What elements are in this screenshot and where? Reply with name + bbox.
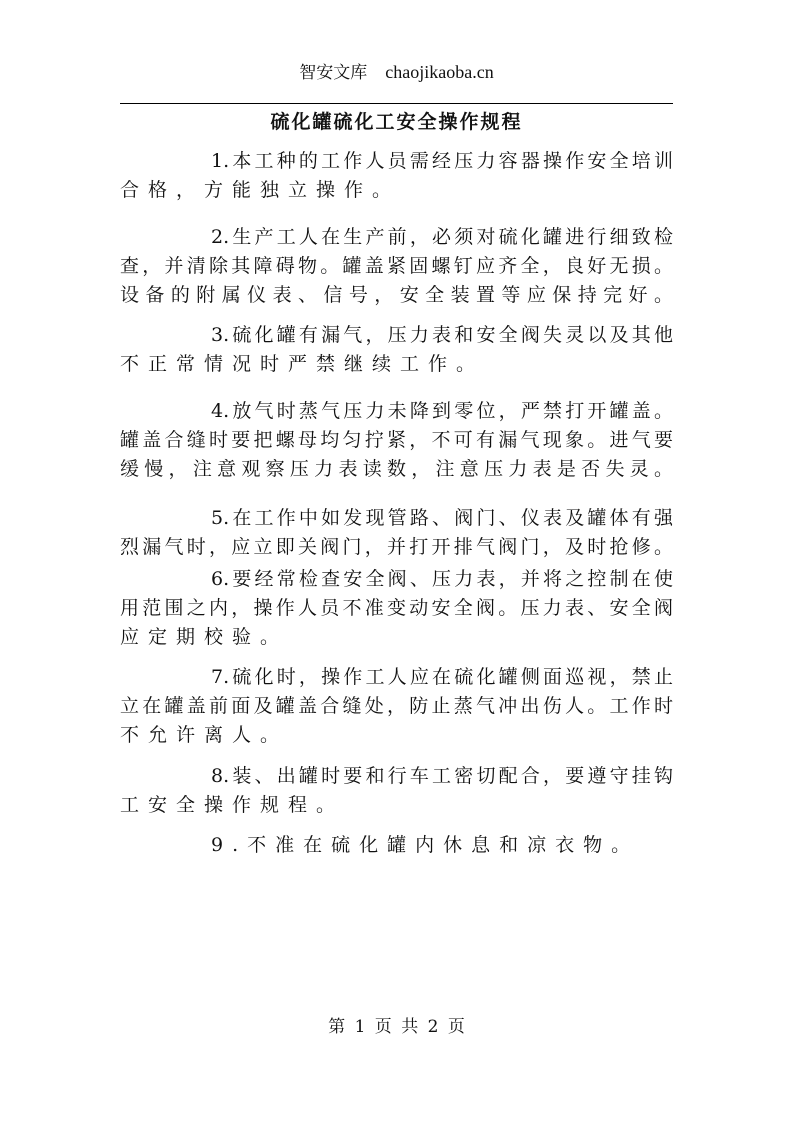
paragraph-line: 工安全操作规程。: [120, 794, 345, 816]
paragraph-line: 不允许离人。: [120, 724, 289, 746]
paragraph: [120, 831, 673, 860]
paragraph: [120, 223, 673, 310]
paragraph-line: 1.本工种的工作人员需经压力容器操作安全培训: [211, 150, 673, 172]
paragraph-line: 8.装、出罐时要和行车工密切配合，要遵守挂钩: [211, 765, 673, 787]
site-url: chaojikaoba.cn: [385, 62, 494, 82]
paragraph-line: 3.硫化罐有漏气，压力表和安全阀失灵以及其他: [211, 324, 673, 346]
paragraph-line: 罐盖合缝时要把螺母均匀拧紧，不可有漏气现象。进气要: [120, 429, 673, 451]
page-number: 第 1 页 共 2 页: [328, 1017, 465, 1037]
paragraph: [120, 321, 673, 379]
paragraph-line: 烈漏气时，应立即关阀门，并打开排气阀门，及时抢修。: [120, 536, 673, 558]
paragraph-line: 缓慢，注意观察压力表读数，注意压力表是否失灵。: [120, 458, 673, 480]
document-title: 硫化罐硫化工安全操作规程: [270, 111, 523, 133]
paragraph: [120, 762, 673, 820]
paragraph-line: 用范围之内，操作人员不准变动安全阀。压力表、安全阀: [120, 597, 673, 619]
paragraph-line: 4.放气时蒸气压力未降到零位，严禁打开罐盖。: [211, 400, 673, 422]
paragraph-line: 不正常情况时严禁继续工作。: [120, 353, 485, 375]
paragraph-line: 6.要经常检查安全阀、压力表，并将之控制在使: [211, 568, 673, 590]
paragraph-line: 2.生产工人在生产前，必须对硫化罐进行细致检: [211, 226, 673, 248]
paragraph-line: 设备的附属仪表、信号，安全装置等应保持完好。: [120, 284, 673, 306]
paragraph: [120, 147, 673, 205]
paragraph-line: 应定期校验。: [120, 626, 289, 648]
paragraph-line: 5.在工作中如发现管路、阀门、仪表及罐体有强: [211, 507, 673, 529]
paragraph-line: 立在罐盖前面及罐盖合缝处，防止蒸气冲出伤人。工作时: [120, 695, 673, 717]
paragraph: [120, 397, 673, 484]
paragraph-line: 查，并清除其障碍物。罐盖紧固螺钉应齐全，良好无损。: [120, 255, 673, 277]
site-name: 智安文库: [299, 63, 368, 83]
paragraph: [120, 504, 673, 562]
header-divider: [120, 103, 673, 104]
page-header: [0, 58, 793, 83]
paragraph-line: 9.不准在硫化罐内休息和凉衣物。: [211, 834, 640, 856]
paragraph: [120, 565, 673, 652]
paragraph-line: 7.硫化时，操作工人应在硫化罐侧面巡视，禁止: [211, 666, 673, 688]
paragraph: [120, 663, 673, 750]
paragraph-line: 合格，方能独立操作。: [120, 179, 401, 201]
